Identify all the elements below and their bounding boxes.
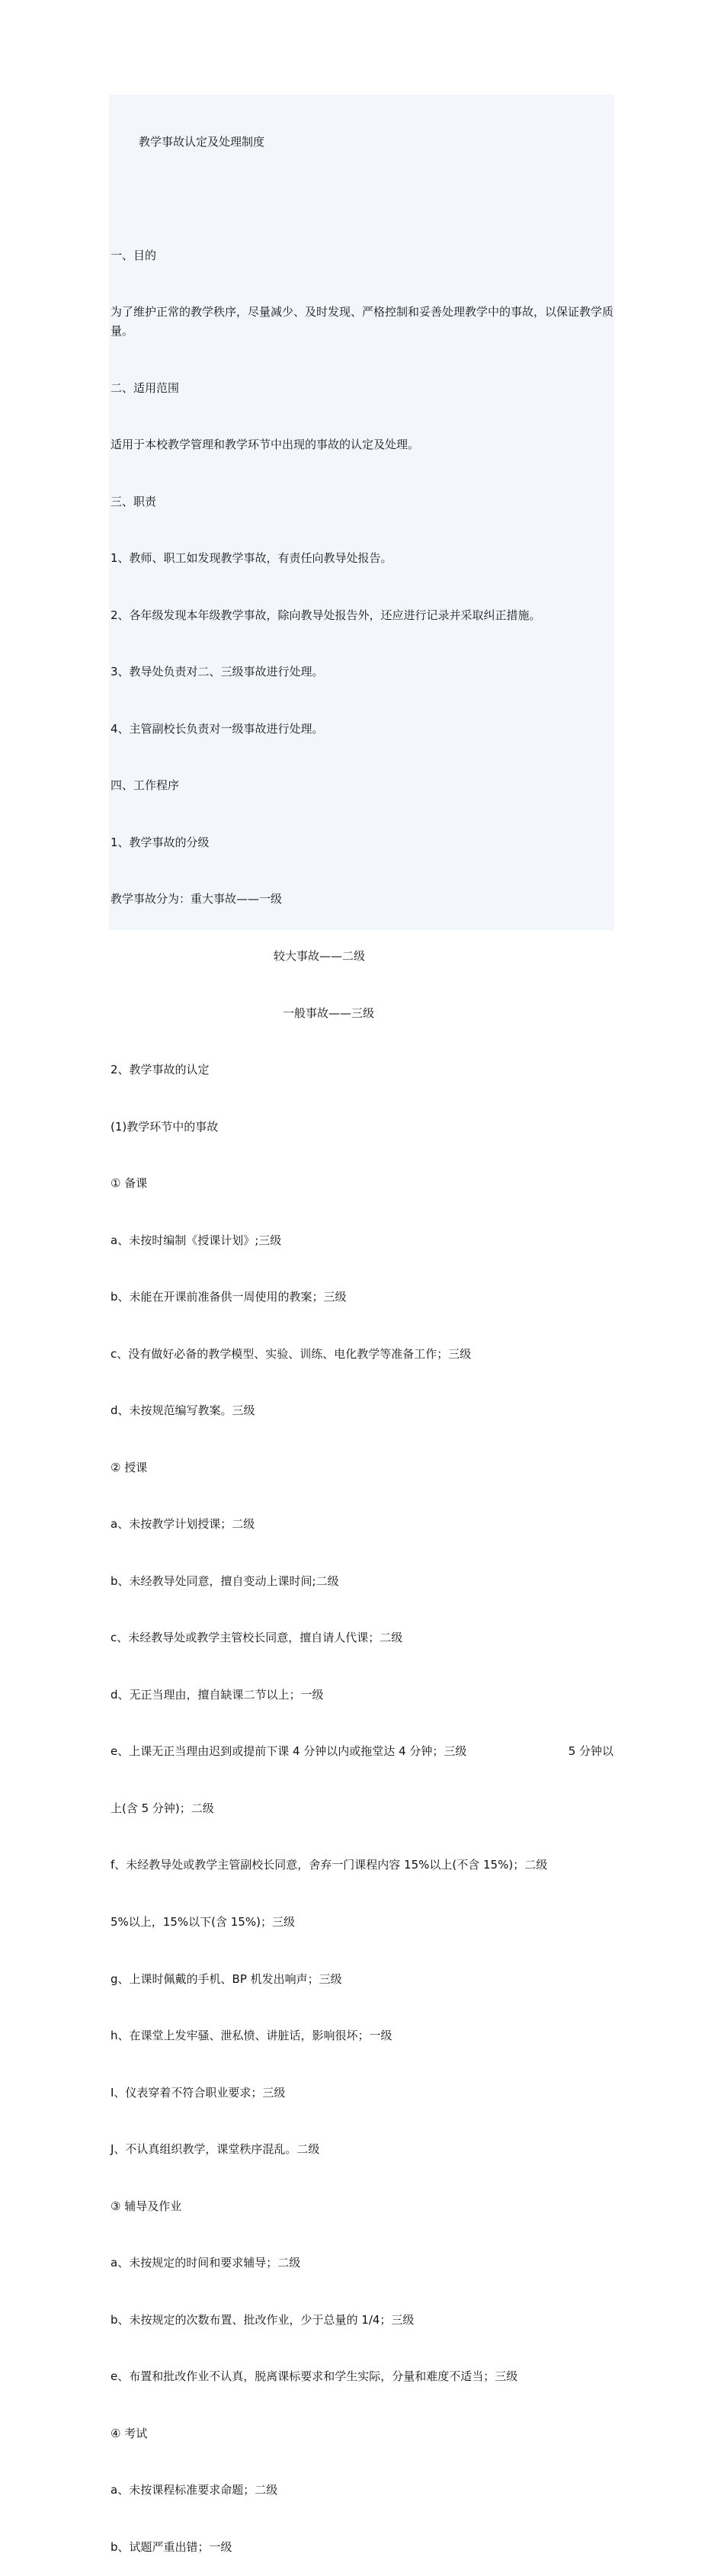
list-item: I、仪表穿着不符合职业要求；三级 [111,2085,286,2100]
list-item-split [111,1742,613,1761]
list-item: d、无正当理由，擅自缺课二节以上；一级 [111,1687,324,1702]
grading-level-1: 教学事故分为：重大事故——一级 [111,892,283,906]
category-exams: ④ 考试 [111,2426,148,2440]
list-item: J、不认真组织教学，课堂秩序混乱。二级 [111,2142,320,2157]
list-item-left: e、上课无正当理由迟到或提前下课 4 分钟以内或拖堂达 4 分钟；三级 [111,1744,467,1759]
grading-level-2: 较大事故——二级 [274,948,366,963]
list-item: d、未按规范编写教案。三级 [111,1403,255,1418]
section-heading-purpose: 一、目的 [111,248,157,262]
document-body [111,95,613,2576]
list-item: c、未经教导处或教学主管校长同意，擅自请人代课；二级 [111,1631,403,1645]
section-heading-duties: 三、职责 [111,494,157,508]
subheading-teaching-accidents: (1)教学环节中的事故 [111,1119,219,1134]
category-lesson-prep: ① 备课 [111,1176,148,1191]
duty-item-3: 3、教导处负责对二、三级事故进行处理。 [111,665,324,679]
list-item: a、未按时编制《授课计划》;三级 [111,1233,282,1247]
list-item: a、未按规定的时间和要求辅导；二级 [111,2256,301,2270]
list-item-continuation: 5%以上，15%以下(含 15%)；三级 [111,1915,295,1929]
list-item: c、没有做好必备的教学模型、实验、训练、电化教学等准备工作；三级 [111,1346,472,1361]
list-item: e、布置和批改作业不认真，脱离课标要求和学生实际，分量和难度不适当；三级 [111,2369,518,2384]
grading-level-3: 一般事故——三级 [283,1006,375,1020]
list-item: b、未经教导处同意，擅自变动上课时间;二级 [111,1574,339,1588]
subheading-identification: 2、教学事故的认定 [111,1063,210,1077]
section-heading-scope: 二、适用范围 [111,380,180,395]
category-teaching: ② 授课 [111,1460,148,1474]
list-item-continuation: 上(含 5 分钟)；二级 [111,1801,214,1815]
blank-line [111,189,613,208]
list-item: b、试题严重出错；一级 [111,2539,232,2554]
list-item: a、未按课程标准要求命题；二级 [111,2483,278,2497]
document-title: 教学事故认定及处理制度 [139,134,265,149]
list-item: f、未经教导处或教学主管副校长同意，舍弃一门课程内容 15%以上(不含 15%)；二级 [111,1858,548,1872]
duty-item-4: 4、主管副校长负责对一级事故进行处理。 [111,721,324,736]
list-item: b、未按规定的次数布置、批改作业，少于总量的 1/4；三级 [111,2312,415,2327]
subheading-grading: 1、教学事故的分级 [111,835,210,849]
section-heading-procedure: 四、工作程序 [111,778,180,793]
category-tutoring-homework: ③ 辅导及作业 [111,2199,182,2213]
list-item: a、未按教学计划授课；二级 [111,1517,255,1532]
paragraph-purpose: 为了维护正常的教学秩序，尽量减少、及时发现、严格控制和妥善处理教学中的事故，以保证教学质量。 [111,305,614,338]
duty-item-2: 2、各年级发现本年级教学事故，除向教导处报告外，还应进行记录并采取纠正措施。 [111,608,541,622]
list-item-right: 5 分钟以 [568,1744,613,1759]
list-item: g、上课时佩戴的手机、BP 机发出响声；三级 [111,1971,342,1986]
duty-item-1: 1、教师、职工如发现教学事故，有责任向教导处报告。 [111,551,392,566]
list-item: h、在课堂上发牢骚、泄私愤、讲脏话，影响很坏；一级 [111,2029,392,2043]
list-item: b、未能在开课前准备供一周使用的教案；三级 [111,1290,347,1304]
paragraph-scope: 适用于本校教学管理和教学环节中出现的事故的认定及处理。 [111,438,420,452]
